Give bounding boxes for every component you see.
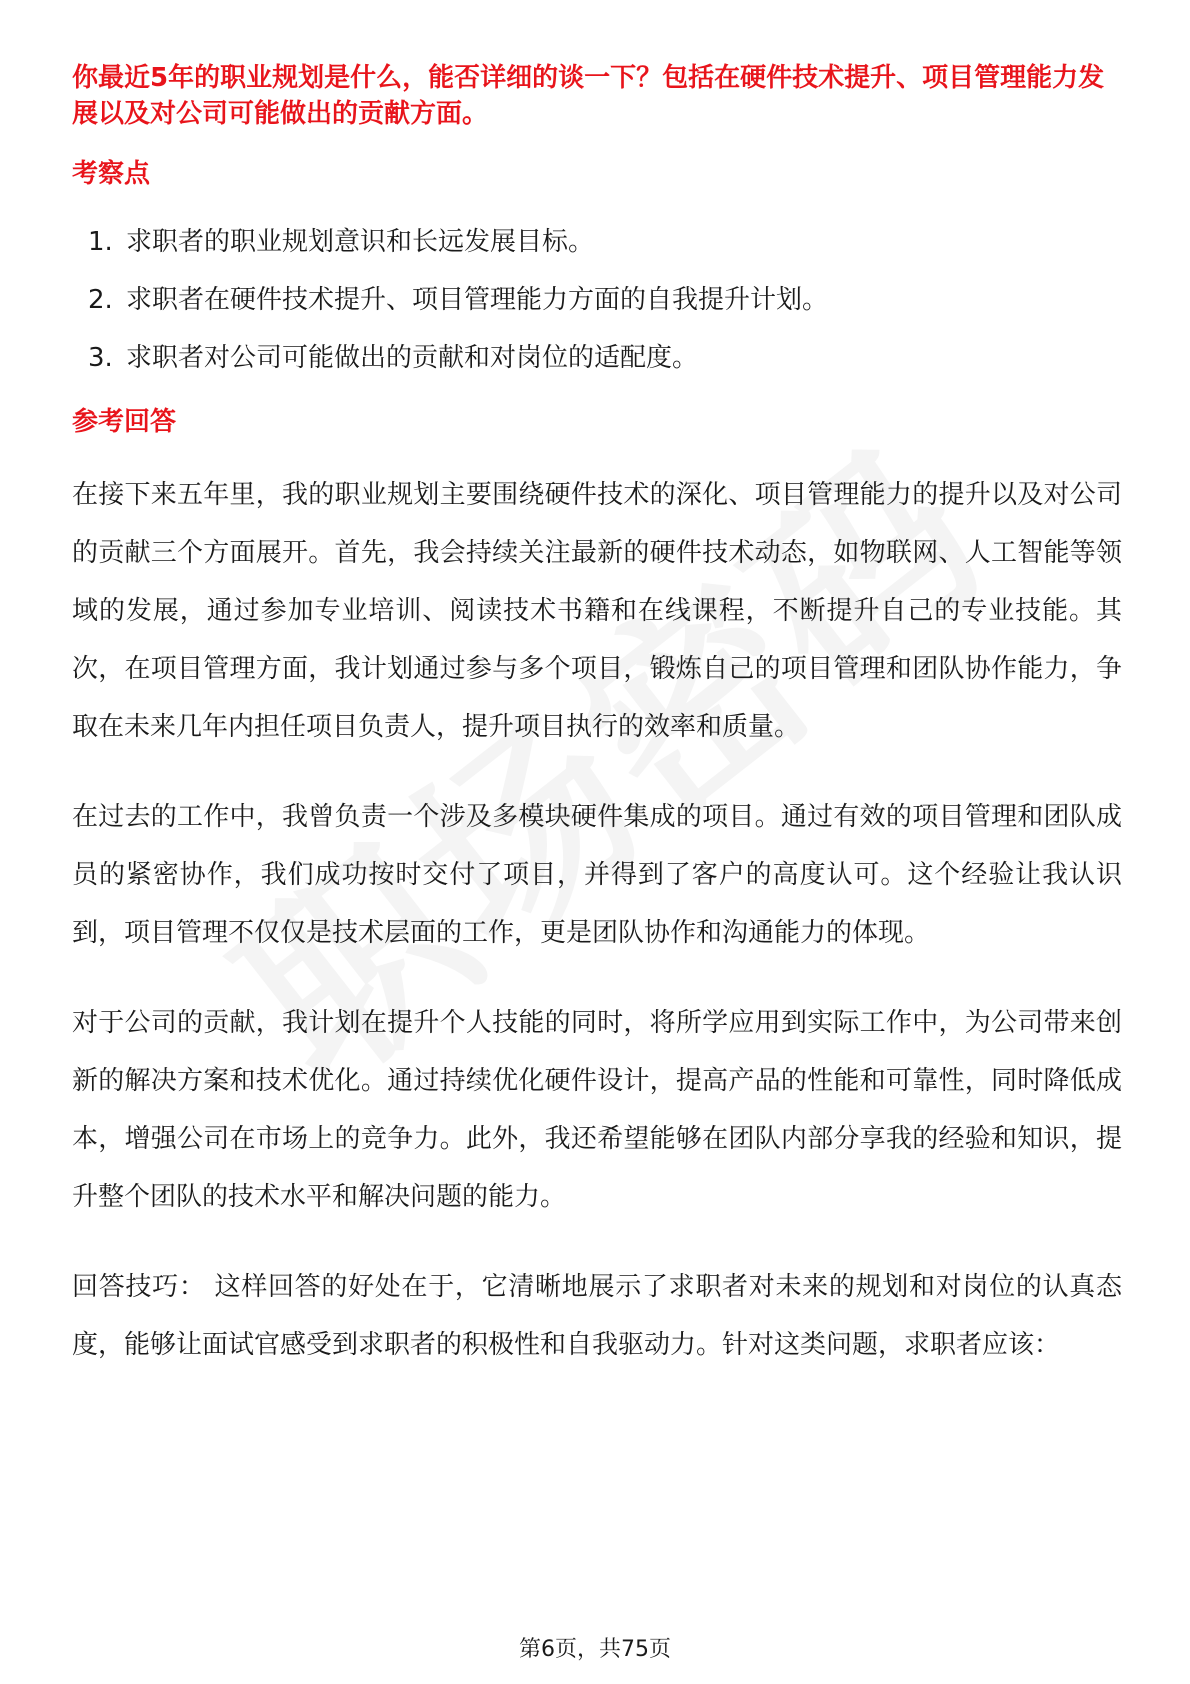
page-footer: 第6页，共75页 (519, 1637, 671, 1662)
points-heading: 考察点 (72, 159, 151, 189)
answer-heading: 参考回答 (72, 407, 177, 437)
list-item-number: 1. (88, 227, 113, 257)
list-item (72, 282, 1122, 318)
list-item-text: 求职者在硬件技术提升、项目管理能力方面的自我提升计划。 (126, 285, 829, 315)
answer-paragraph: 在过去的工作中，我曾负责一个涉及多模块硬件集成的项目。通过有效的项目管理和团队成员的紧密协作，我们成功按时交付了项目，并得到了客户的高度认可。这个经验让我认识到，项目管理不仅仅是技术层面的工作，更是团队协作和沟通能力的体现。 (72, 802, 1122, 948)
tips-paragraph: 回答技巧： 这样回答的好处在于，它清晰地展示了求职者对未来的规划和对岗位的认真态度，能够让面试官感受到求职者的积极性和自我驱动力。针对这类问题，求职者应该： (72, 1272, 1122, 1360)
answer-paragraph: 在接下来五年里，我的职业规划主要围绕硬件技术的深化、项目管理能力的提升以及对公司的贡献三个方面展开。首先，我会持续关注最新的硬件技术动态，如物联网、人工智能等领域的发展，通过参加专业培训、阅读技术书籍和在线课程，不断提升自己的专业技能。其次，在项目管理方面，我计划通过参与多个项目，锻炼自己的项目管理和团队协作能力，争取在未来几年内担任项目负责人，提升项目执行的效率和质量。 (72, 480, 1122, 742)
document-page (72, 60, 1122, 1374)
list-item-number: 2. (88, 285, 113, 315)
points-list (72, 224, 1122, 376)
list-item-text: 求职者的职业规划意识和长远发展目标。 (126, 227, 595, 257)
list-item-text: 求职者对公司可能做出的贡献和对岗位的适配度。 (126, 343, 699, 373)
answer-paragraph: 对于公司的贡献，我计划在提升个人技能的同时，将所学应用到实际工作中，为公司带来创新的解决方案和技术优化。通过持续优化硬件设计，提高产品的性能和可靠性，同时降低成本，增强公司在市场上的竞争力。此外，我还希望能够在团队内部分享我的经验和知识，提升整个团队的技术水平和解决问题的能力。 (72, 1008, 1122, 1212)
list-item-number: 3. (88, 343, 113, 373)
question-title: 你最近5年的职业规划是什么，能否详细的谈一下？包括在硬件技术提升、项目管理能力发展以及对公司可能做出的贡献方面。 (72, 63, 1105, 129)
list-item (72, 340, 1122, 376)
list-item (72, 224, 1122, 260)
